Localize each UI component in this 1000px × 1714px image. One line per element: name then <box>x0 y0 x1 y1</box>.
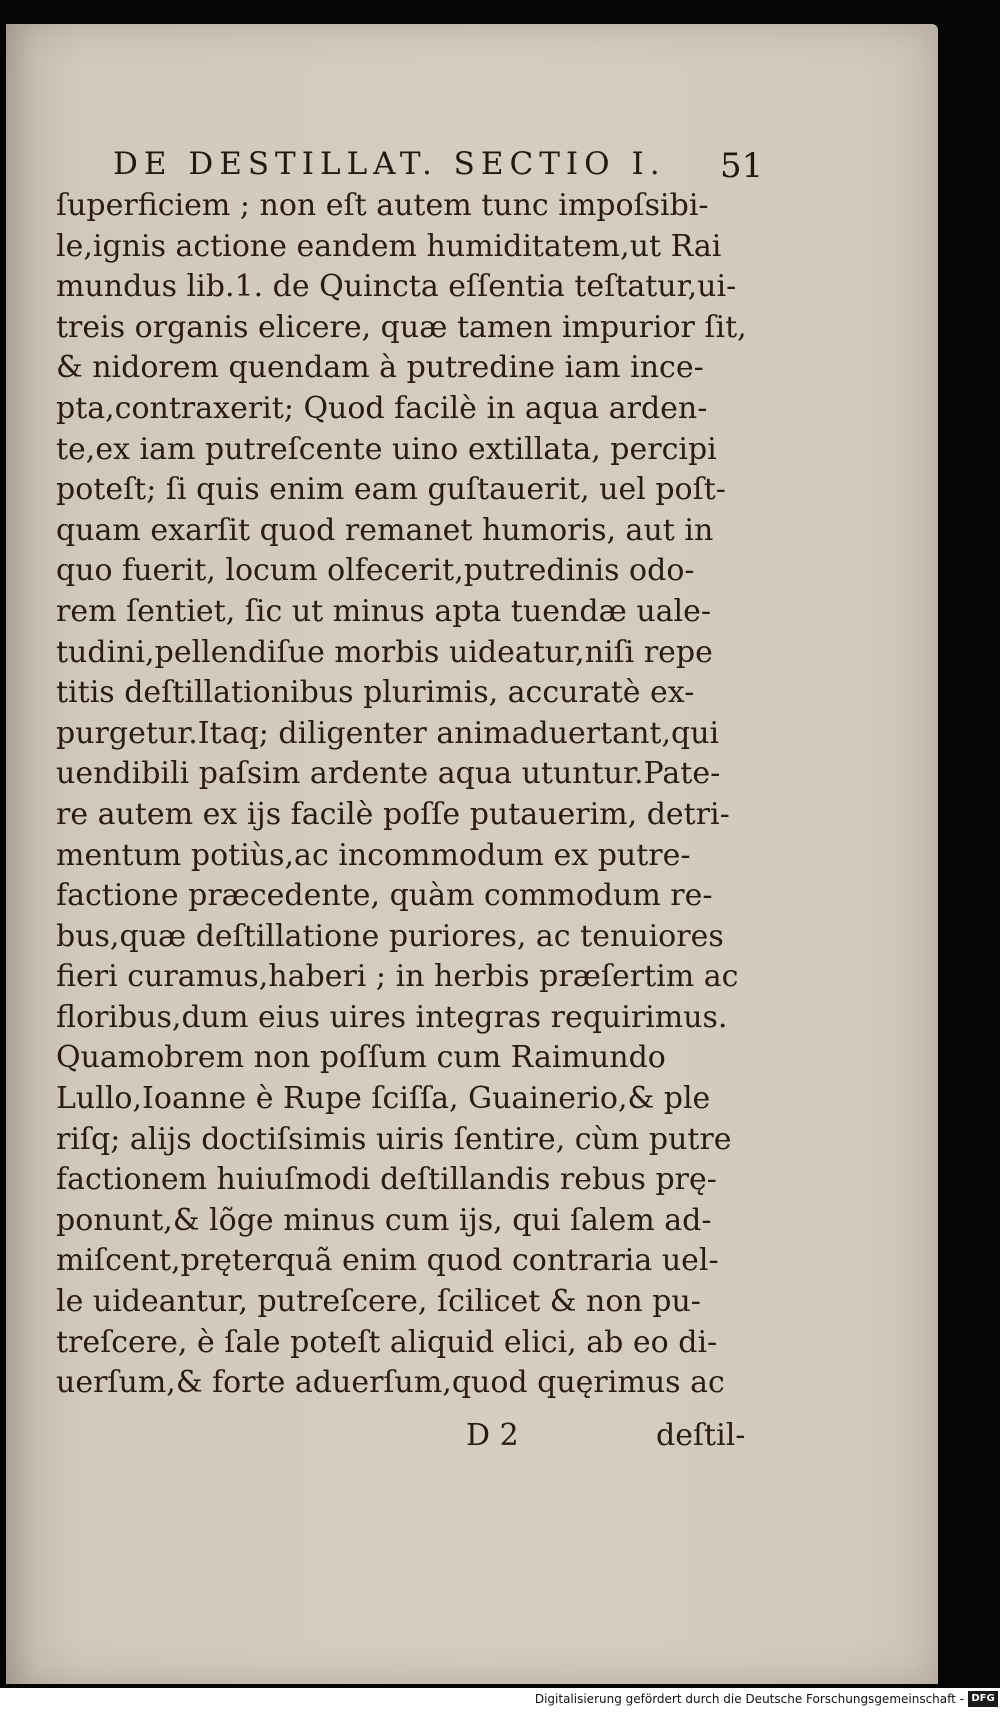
body-text <box>56 186 756 1404</box>
text-line: quam exarſit quod remanet humoris, aut in <box>56 512 714 548</box>
text-line: treſcere, è ſale poteſt aliquid elici, ab eo di- <box>56 1324 718 1360</box>
text-line: floribus,dum eius uires integras requirimus. <box>56 999 728 1035</box>
text-line: uerſum,& forte aduerſum,quod quęrimus ac <box>56 1365 725 1401</box>
signature-mark: D 2 <box>466 1418 519 1453</box>
text-line: mundus lib.1. de Quincta eſſentia teſtatur,ui- <box>56 269 737 305</box>
running-head: DE DESTILLAT. SECTIO I. <box>113 146 666 182</box>
text-line: ponunt,& lõge minus cum ijs, qui ſalem ad- <box>56 1202 712 1238</box>
text-line: & nidorem quendam à putredine iam ince- <box>56 350 704 386</box>
text-line: le,ignis actione eandem humiditatem,ut Rai <box>56 228 722 264</box>
page-number: 51 <box>720 146 764 186</box>
text-line: treis organis elicere, quæ tamen impurior ſit, <box>56 309 747 345</box>
text-line: tudini,pellendiſue morbis uideatur,niſi repe <box>56 634 713 670</box>
text-line: bus,quæ deſtillatione puriores, ac tenuiores <box>56 918 724 954</box>
text-line: quo fuerit, locum olfecerit,putredinis odo- <box>56 553 695 589</box>
text-line: ſuperficiem ; non eſt autem tunc impoſsibi- <box>56 188 709 223</box>
text-line: fieri curamus,haberi ; in herbis præſertim ac <box>56 959 739 995</box>
text-line: factione præcedente, quàm commodum re- <box>56 878 713 914</box>
book-page <box>6 24 938 1684</box>
text-line: pta,contraxerit; Quod facilè in aqua arden- <box>56 390 708 426</box>
text-line: miſcent,pręterquã enim quod contraria uel- <box>56 1243 719 1279</box>
text-line: Quamobrem non poſſum cum Raimundo <box>56 1040 666 1076</box>
text-line: factionem huiuſmodi deſtillandis rebus prę- <box>56 1162 717 1198</box>
credit-bar <box>0 1688 1000 1714</box>
catchword: deſtil- <box>656 1418 746 1453</box>
text-line: Lullo,Ioanne è Rupe ſciſſa, Guainerio,& ple <box>56 1081 711 1117</box>
dfg-logo: DFG <box>968 1691 998 1707</box>
text-line: riſq; alijs doctiſsimis uiris ſentire, cùm putre <box>56 1121 732 1157</box>
funding-credit: Digitalisierung gefördert durch die Deutsche Forschungsgemeinschaft - <box>534 1692 964 1706</box>
catchline <box>466 1418 766 1458</box>
text-line: purgetur.Itaq; diligenter animaduertant,qui <box>56 715 720 751</box>
text-line: uendibili paſsim ardente aqua utuntur.Pate- <box>56 756 721 792</box>
text-line: poteſt; ſi quis enim eam guſtauerit, uel poſt- <box>56 472 726 508</box>
text-line: titis deſtillationibus plurimis, accuratè ex- <box>56 675 695 711</box>
text-line: mentum potiùs,ac incommodum ex putre- <box>56 837 691 873</box>
text-line: le uideantur, putreſcere, ſcilicet & non pu- <box>56 1284 701 1320</box>
text-line: rem ſentiet, ſic ut minus apta tuendæ uale- <box>56 593 712 629</box>
text-line: re autem ex ijs facilè poſſe putauerim, detri- <box>56 796 730 832</box>
text-line: te,ex iam putreſcente uino extillata, percipi <box>56 431 717 467</box>
